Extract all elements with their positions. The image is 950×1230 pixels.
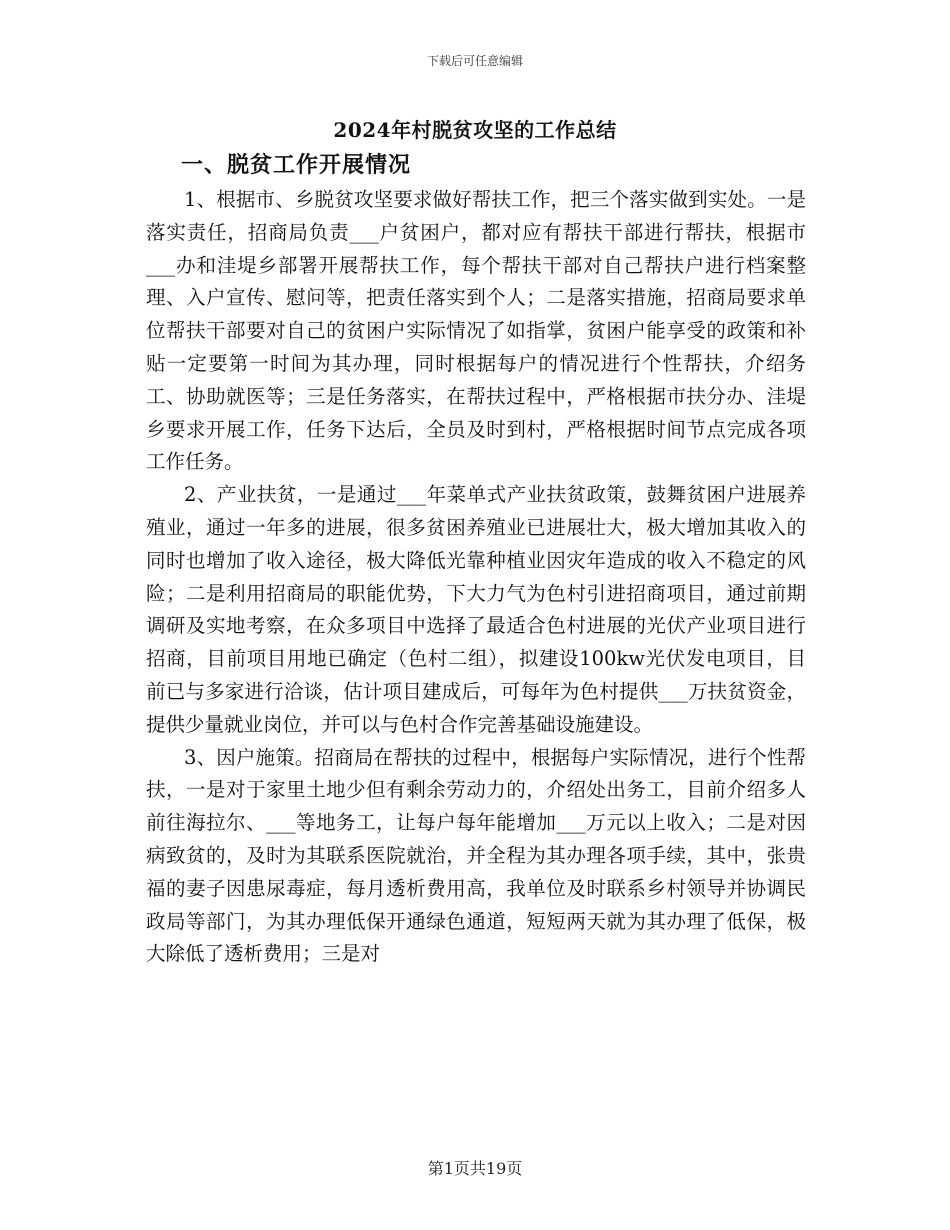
page-number-footer: 第1页共19页: [427, 1159, 523, 1178]
section-heading: 一、脱贫工作开展情况: [181, 152, 412, 178]
paragraph-2: 2、产业扶贫，一是通过___年菜单式产业扶贫政策，鼓舞贫困户进展养殖业，通过一年多的进展，很多贫困养殖业已进展壮大，极大增加其收入的同时也增加了收入途径，极大降低光靠种植业因灾年造成的收入不稳定的风险；二是利用招商局的职能优势，下大力气为色村引进招商项目，通过前期调研及实地考察，在众多项目中选择了最适合色村进展的光伏产业项目进行招商，目前项目用地已确定（色村二组），拟建设100kw光伏发电项目，目前已与多家进行洽谈，估计项目建成后，可每年为色村提供___万扶贫资金，提供少量就业岗位，并可以与色村合作完善基础设施建设。: [146, 483, 806, 736]
document-body: [146, 184, 806, 971]
download-note: 下载后可任意编辑: [426, 54, 523, 68]
document-title: 2024年村脱贫攻坚的工作总结: [333, 118, 617, 142]
paragraph-3: 3、因户施策。招商局在帮扶的过程中，根据每户实际情况，进行个性帮扶，一是对于家里土地少但有剩余劳动力的，介绍处出务工，目前介绍多人前往海拉尔、___等地务工，让每户每年能增加___万元以上收入；二是对因病致贫的，及时为其联系医院就治，并全程为其办理各项手续，其中，张贵福的妻子因患尿毒症，每月透析费用高，我单位及时联系乡村领导并协调民政局等部门，为其办理低保开通绿色通道，短短两天就为其办理了低保，极大除低了透析费用；三是对: [146, 745, 806, 966]
paragraph-1: 1、根据市、乡脱贫攻坚要求做好帮扶工作，把三个落实做到实处。一是落实责任，招商局负责___户贫困户，都对应有帮扶干部进行帮扶，根据市___办和洼堤乡部署开展帮扶工作，每个帮扶干部对自己帮扶户进行档案整理、入户宣传、慰问等，把责任落实到个人；二是落实措施，招商局要求单位帮扶干部要对自己的贫困户实际情况了如指掌，贫困户能享受的政策和补贴一定要第一时间为其办理，同时根据每户的情况进行个性帮扶，介绍务工、协助就医等；三是任务落实，在帮扶过程中，严格根据市扶分办、洼堤乡要求开展工作，任务下达后，全员及时到村，严格根据时间节点完成各项工作任务。: [146, 188, 806, 474]
